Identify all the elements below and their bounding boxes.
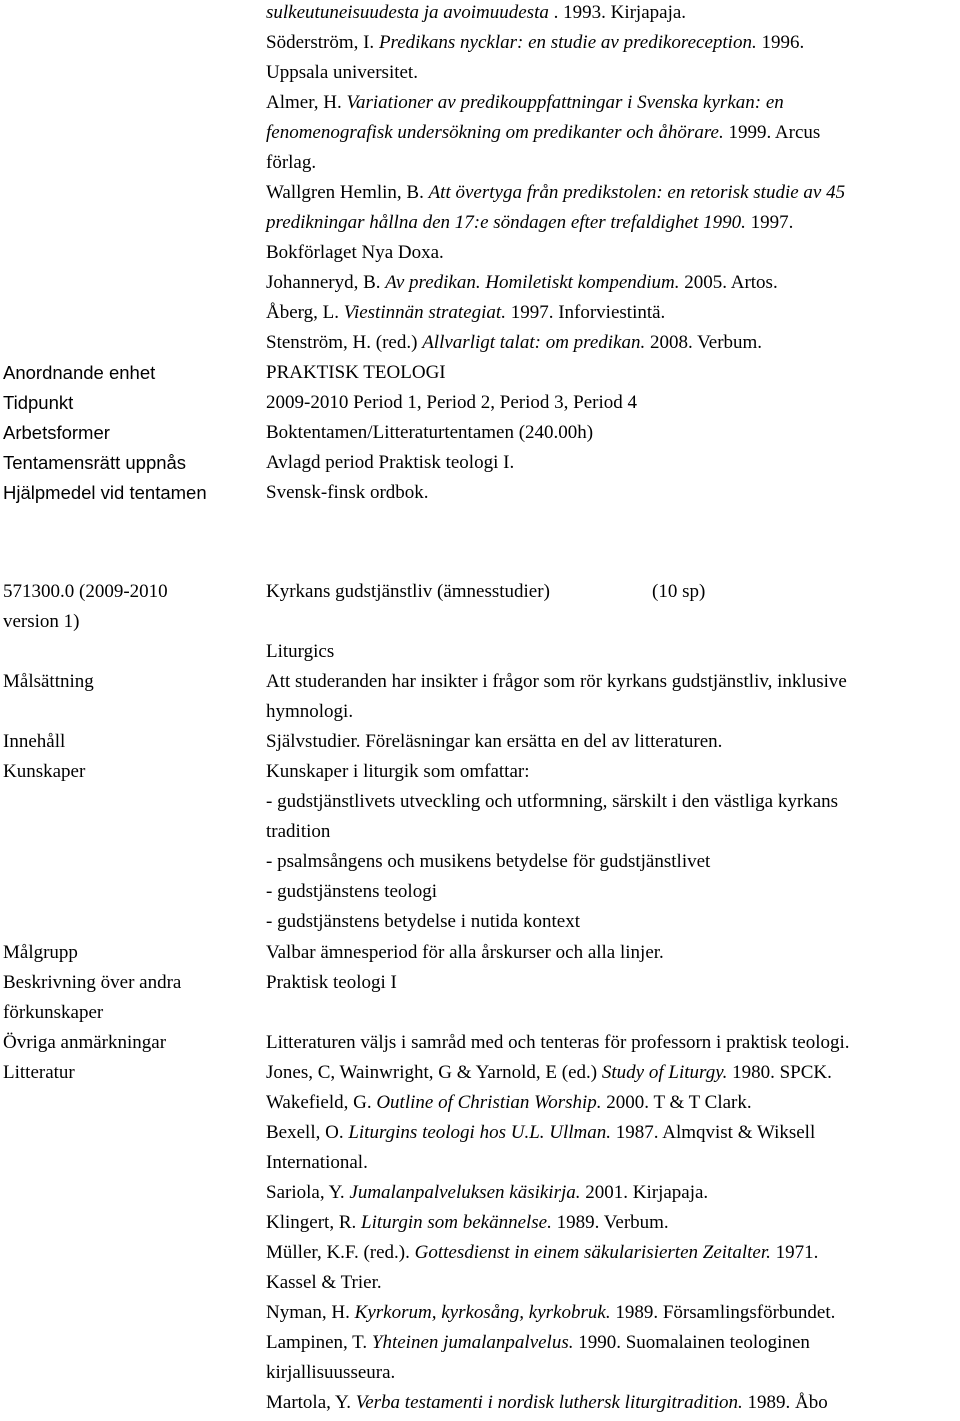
reference-line: Uppsala universitet. xyxy=(266,62,418,83)
malsattning-text: Att studeranden har insikter i frågor som rör kyrkans gudstjänstliv, inklusive xyxy=(266,671,847,692)
info-value: Svensk-finsk ordbok. xyxy=(266,482,429,503)
reference-line: Söderström, I. Predikans nycklar: en studie av predikoreception. 1996. xyxy=(266,32,805,53)
literature-line: Müller, K.F. (red.). Gottesdienst in einem säkularisierten Zeitalter. 1971. xyxy=(266,1242,819,1263)
reference-line: Almer, H. Variationer av predikouppfattningar i Svenska kyrkan: en xyxy=(266,92,784,113)
course-version: version 1) xyxy=(3,611,80,632)
label-malgrupp: Målgrupp xyxy=(3,942,78,963)
reference-line: Åberg, L. Viestinnän strategiat. 1997. Inforviestintä. xyxy=(266,302,666,323)
kunskaper-text: Kunskaper i liturgik som omfattar: xyxy=(266,761,530,782)
label-litteratur: Litteratur xyxy=(3,1062,75,1083)
label-kunskaper: Kunskaper xyxy=(3,761,86,782)
label-ovriga: Övriga anmärkningar xyxy=(3,1032,167,1053)
literature-line: Jones, C, Wainwright, G & Yarnold, E (ed.) Study of Liturgy. 1980. SPCK. xyxy=(266,1062,832,1083)
label-beskrivning: Beskrivning över andra xyxy=(3,972,182,993)
literature-line: Bexell, O. Liturgins teologi hos U.L. Ullman. 1987. Almqvist & Wiksell xyxy=(266,1122,816,1143)
ovriga-text: Litteraturen väljs i samråd med och tenteras för professorn i praktisk teologi. xyxy=(266,1032,850,1053)
reference-line: Wallgren Hemlin, B. Att övertyga från predikstolen: en retorisk studie av 45 xyxy=(266,182,846,203)
kunskaper-text: - gudstjänstlivets utveckling och utformning, särskilt i den västliga kyrkans xyxy=(266,791,839,812)
course-title: Kyrkans gudstjänstliv (ämnesstudier) xyxy=(266,581,550,602)
reference-line: fenomenografisk undersökning om predikanter och åhörare. 1999. Arcus xyxy=(266,122,821,143)
course-code: 571300.0 (2009-2010 xyxy=(3,581,168,602)
reference-line: Stenström, H. (red.) Allvarligt talat: om predikan. 2008. Verbum. xyxy=(266,332,763,353)
kunskaper-text: - gudstjänstens betydelse i nutida kontext xyxy=(266,911,580,932)
beskrivning-text: Praktisk teologi I xyxy=(266,972,397,993)
info-label: Hjälpmedel vid tentamen xyxy=(3,482,207,503)
course-credits: (10 sp) xyxy=(652,581,706,602)
literature-line: Nyman, H. Kyrkorum, kyrkosång, kyrkobruk. 1989. Församlingsförbundet. xyxy=(266,1302,836,1323)
info-label: Tentamensrätt uppnås xyxy=(3,452,187,473)
info-value: Boktentamen/Litteraturtentamen (240.00h) xyxy=(266,422,594,443)
literature-line: Lampinen, T. Yhteinen jumalanpalvelus. 1990. Suomalainen teologinen xyxy=(266,1332,810,1353)
malsattning-text: hymnologi. xyxy=(266,701,354,722)
course-subtitle: Liturgics xyxy=(266,641,335,662)
kunskaper-text: tradition xyxy=(266,821,331,842)
kunskaper-text: - psalmsångens och musikens betydelse för gudstjänstlivet xyxy=(266,851,711,872)
literature-line: kirjallisuusseura. xyxy=(266,1362,396,1383)
label-forkunskaper: förkunskaper xyxy=(3,1002,104,1023)
label-malsattning: Målsättning xyxy=(3,671,94,692)
info-value: PRAKTISK TEOLOGI xyxy=(266,362,446,383)
info-value: Avlagd period Praktisk teologi I. xyxy=(266,452,515,473)
info-label: Arbetsformer xyxy=(3,422,110,443)
innehall-text: Självstudier. Föreläsningar kan ersätta en del av litteraturen. xyxy=(266,731,723,752)
reference-line: Bokförlaget Nya Doxa. xyxy=(266,242,444,263)
malgrupp-text: Valbar ämnesperiod för alla årskurser och alla linjer. xyxy=(266,942,664,963)
info-label: Tidpunkt xyxy=(3,392,74,413)
literature-line: Kassel & Trier. xyxy=(266,1272,382,1293)
label-innehall: Innehåll xyxy=(3,731,66,752)
kunskaper-text: - gudstjänstens teologi xyxy=(266,881,437,902)
literature-line: Sariola, Y. Jumalanpalveluksen käsikirja. 2001. Kirjapaja. xyxy=(266,1182,709,1203)
literature-line: International. xyxy=(266,1152,368,1173)
reference-line: sulkeutuneisuudesta ja avoimuudesta . 1993. Kirjapaja. xyxy=(266,2,687,23)
reference-line: Johanneryd, B. Av predikan. Homiletiskt kompendium. 2005. Artos. xyxy=(266,272,778,293)
literature-line: Klingert, R. Liturgin som bekännelse. 1989. Verbum. xyxy=(266,1212,669,1233)
info-label: Anordnande enhet xyxy=(3,362,156,383)
literature-line: Wakefield, G. Outline of Christian Worship. 2000. T & T Clark. xyxy=(266,1092,752,1113)
reference-line: förlag. xyxy=(266,152,317,173)
info-value: 2009-2010 Period 1, Period 2, Period 3, Period 4 xyxy=(266,392,638,413)
literature-line: Martola, Y. Verba testamenti i nordisk luthersk liturgitradition. 1989. Åbo xyxy=(266,1392,828,1413)
reference-line: predikningar hållna den 17:e söndagen efter trefaldighet 1990. 1997. xyxy=(266,212,794,233)
